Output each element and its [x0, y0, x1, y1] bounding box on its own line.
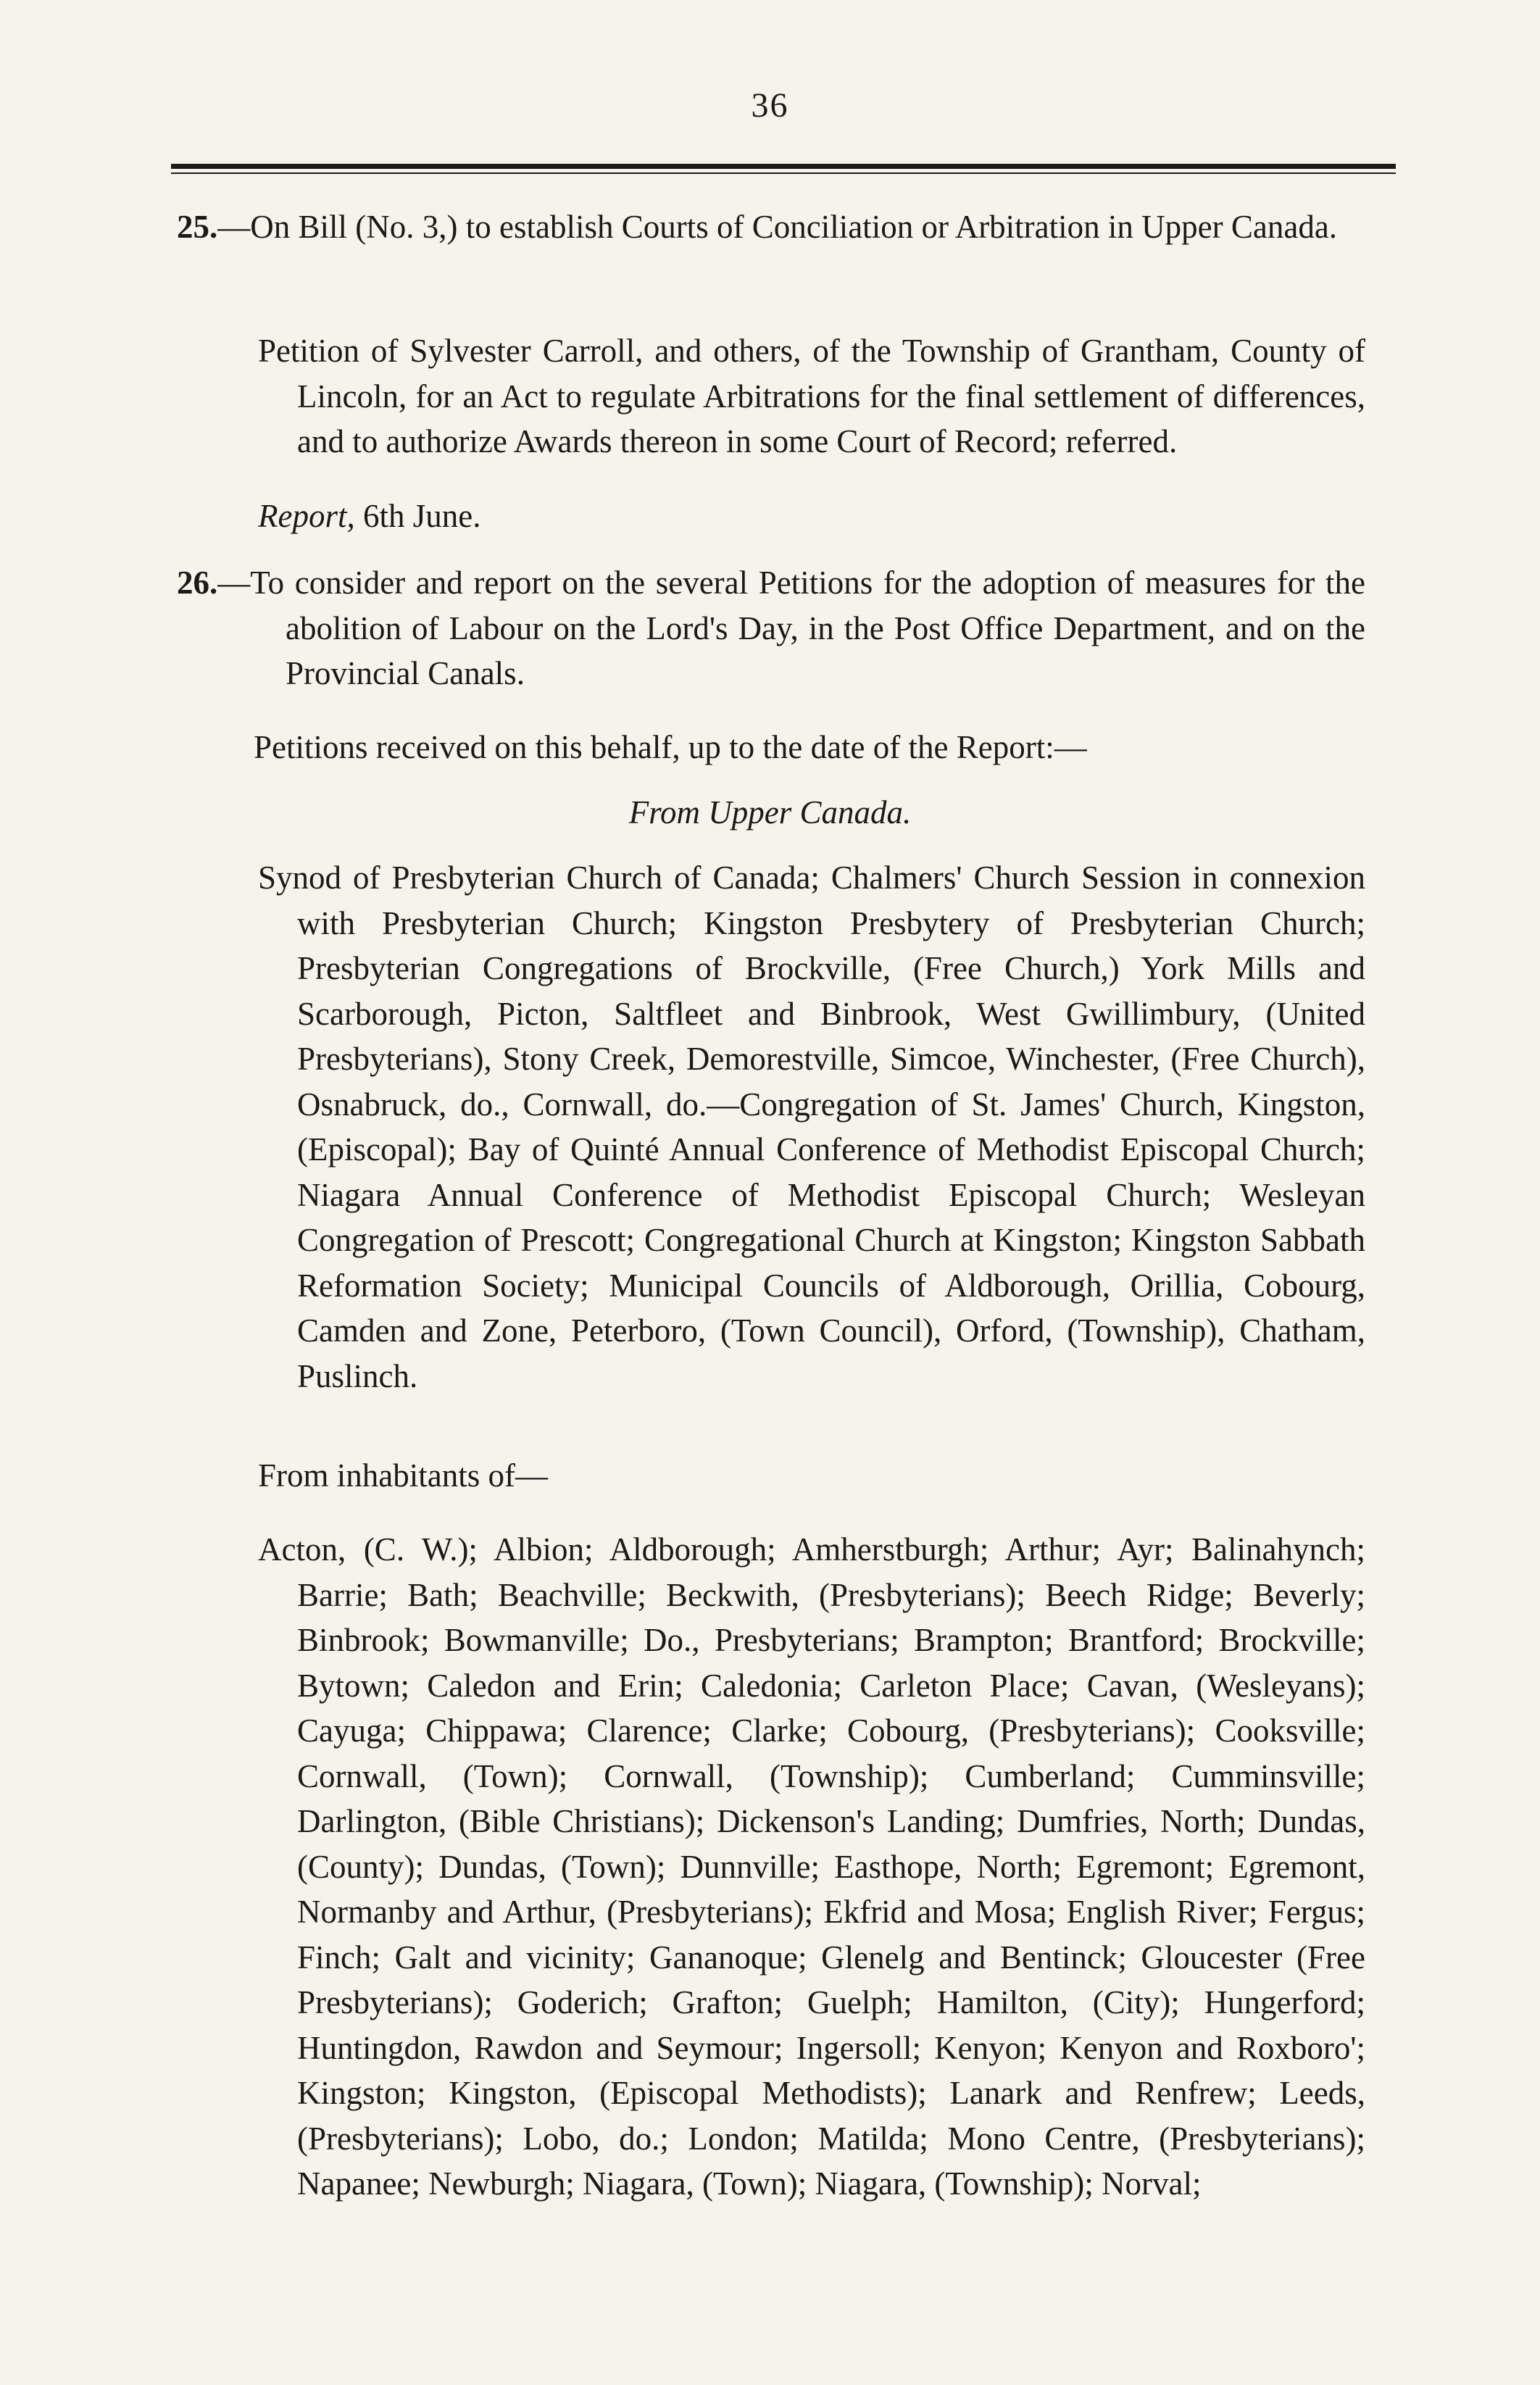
item-26-title: —To consider and report on the several Petitions for the adoption of measures for the abolition of Labour on the Lord's Day, in the Post Office Department, and on the Provincial Canals. [217, 565, 1365, 691]
item-25-petition: Petition of Sylvester Carroll, and others, of the Township of Grantham, County of Lincoln, for an Act to regulate Arbitrations for the final settlement of differences, and to authorize Awards thereon in some Court of Record; referred. [258, 333, 1365, 459]
item-25-number: 25. [177, 209, 218, 245]
item-25-title: —On Bill (No. 3,) to establish Courts of Conciliation or Arbitration in Upper Canada. [217, 209, 1338, 245]
item-25-report [258, 494, 1345, 539]
header-rule-thin [171, 172, 1396, 174]
inhabitants-list: Acton, (C. W.); Albion; Aldborough; Amherstburgh; Arthur; Ayr; Balinahynch; Barrie; Bath; Beachville; Beckwith, (Presbyterians); Beech Ridge; Beverly; Binbrook; Bowmanville; Do., Presbyterians; Brampton; Brantford; Brockville; Bytown; Caledon and Erin; Caledonia; Carleton Place; Cavan, (Wesleyans); Cayuga; Chippawa; Clarence; Clarke; Cobourg, (Presbyterians); Cooksville; Cornwall, (Town); Cornwall, (Township); Cumberland; Cumminsville; Darlington, (Bible Christians); Dickenson's Landing; Dumfries, North; Dundas, (County); Dundas, (Town); Dunnville; Easthope, North; Egremont; Egremont, Normanby and Arthur, (Presbyterians); Ekfrid and Mosa; English River; Fergus; Finch; Galt and vicinity; Gananoque; Glenelg and Bentinck; Gloucester (Free Presbyterians); Goderich; Grafton; Guelph; Hamilton, (City); Hungerford; Huntingdon, Rawdon and Seymour; Ingersoll; Kenyon; Kenyon and Roxboro'; Kingston; Kingston, (Episcopal Methodists); Lanark and Renfrew; Leeds, (Presbyterians); Lobo, do.; London; Matilda; Mono Centre, (Presbyterians); Napanee; Newburgh; Niagara, (Town); Niagara, (Township); Norval; [258, 1531, 1365, 2202]
item-26-heading [177, 560, 1365, 696]
item-25-heading [177, 204, 1365, 250]
petitions-intro: Petitions received on this behalf, up to the date of the Report:— [254, 729, 1087, 765]
item-26-number: 26. [177, 565, 218, 601]
report-date: 6th June. [362, 498, 481, 534]
report-label: Report, [258, 498, 355, 534]
inhabitants-intro: From inhabitants of— [258, 1457, 548, 1494]
petitioning-bodies: Synod of Presbyterian Church of Canada; Chalmers' Church Session in connexion with Presbyterian Church; Kingston Presbytery of Presbyterian Church; Presbyterian Congregations of Brockville, (Free Church,) York Mills and Scarborough, Picton, Saltfleet and Binbrook, West Gwillimbury, (United Presbyterians), Stony Creek, Demorestville, Simcoe, Winchester, (Free Church), Osnabruck, do., Cornwall, do.—Congregation of St. James' Church, Kingston, (Episcopal); Bay of Quinté Annual Conference of Methodist Episcopal Church; Niagara Annual Conference of Methodist Episcopal Church; Wesleyan Congregation of Prescott; Congregational Church at Kingston; Kingston Sabbath Reformation Society; Municipal Councils of Aldborough, Orillia, Cobourg, Camden and Zone, Peterboro, (Town Council), Orford, (Township), Chatham, Puslinch. [258, 859, 1365, 1394]
page-number: 36 [751, 86, 789, 125]
header-rule [171, 164, 1396, 169]
subheading-upper-canada: From Upper Canada. [628, 794, 912, 831]
